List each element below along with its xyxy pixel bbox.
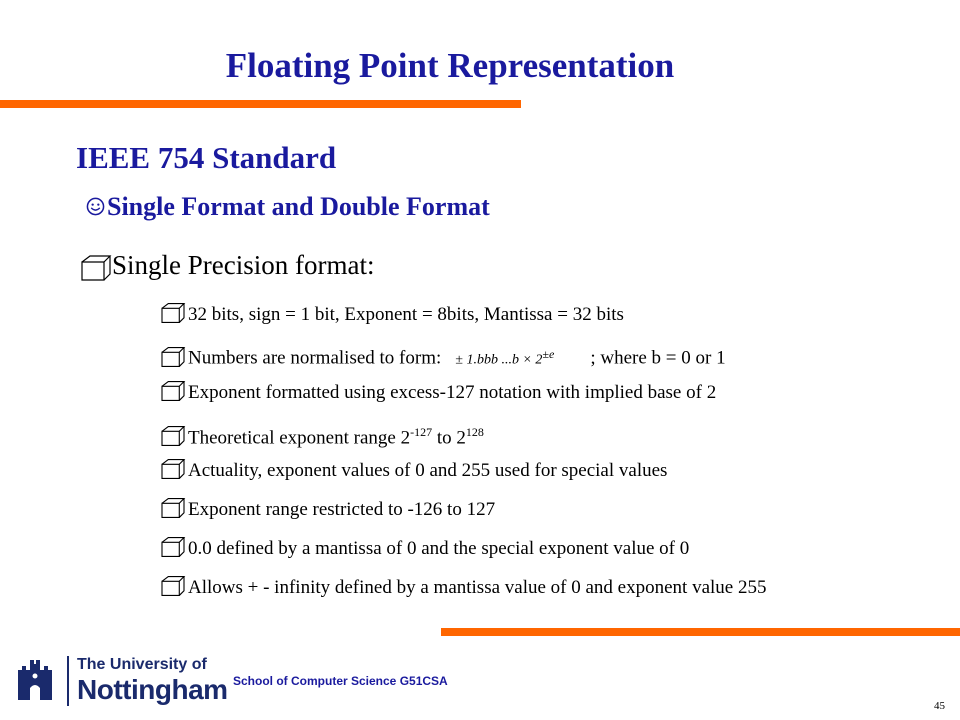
folder-icon: [160, 346, 186, 368]
list-item: Theoretical exponent range $2^{-127}$ to $2^{128}$: [160, 417, 766, 456]
folder-icon: [160, 380, 186, 402]
logo-line2: Nottingham: [77, 674, 228, 705]
top-accent-bar: [0, 100, 521, 108]
logo-line1: The University of: [77, 656, 207, 673]
list-item: Actuality, exponent values of 0 and 255 used for special values: [160, 456, 766, 495]
folder-icon: [80, 254, 112, 282]
folder-icon: [160, 458, 186, 480]
section-heading: IEEE 754 Standard: [76, 140, 337, 175]
smiley-icon: [86, 197, 105, 216]
footer-text: School of Computer Science G51CSA: [233, 674, 448, 688]
list-item: Allows + - infinity defined by a mantissa value of 0 and exponent value 255: [160, 573, 766, 612]
list-item: 32 bits, sign = 1 bit, Exponent = 8bits, Mantissa = 32 bits: [160, 300, 766, 339]
bottom-accent-bar: [441, 628, 960, 636]
level1-bullet: [80, 250, 374, 282]
university-logo: [14, 650, 228, 710]
list-item: 0.0 defined by a mantissa of 0 and the special exponent value of 0: [160, 534, 766, 573]
folder-icon: [160, 536, 186, 558]
folder-icon: [160, 575, 186, 597]
list-item: Exponent range restricted to -126 to 127: [160, 495, 766, 534]
folder-icon: [160, 425, 186, 447]
normalised-formula: ± 1.bbb $...b \times 2^{\pm e}$: [455, 347, 555, 368]
page-number: 45: [934, 700, 945, 712]
slide-title: Floating Point Representation: [225, 46, 675, 85]
folder-icon: [160, 497, 186, 519]
subheading: [86, 192, 490, 222]
castle-crest-icon: [14, 656, 56, 702]
folder-icon: [160, 302, 186, 324]
list-item: Numbers are normalised to form: ± 1.bbb $...b \times 2^{\pm e}$ ; where b = 0 or 1: [160, 339, 766, 378]
logo-divider: [67, 656, 69, 706]
subheading-text: Single Format and Double Format: [107, 192, 490, 221]
bullet-list: [160, 300, 766, 612]
list-item: Exponent formatted using excess-127 notation with implied base of 2: [160, 378, 766, 417]
level1-text: Single Precision format:: [112, 250, 375, 280]
